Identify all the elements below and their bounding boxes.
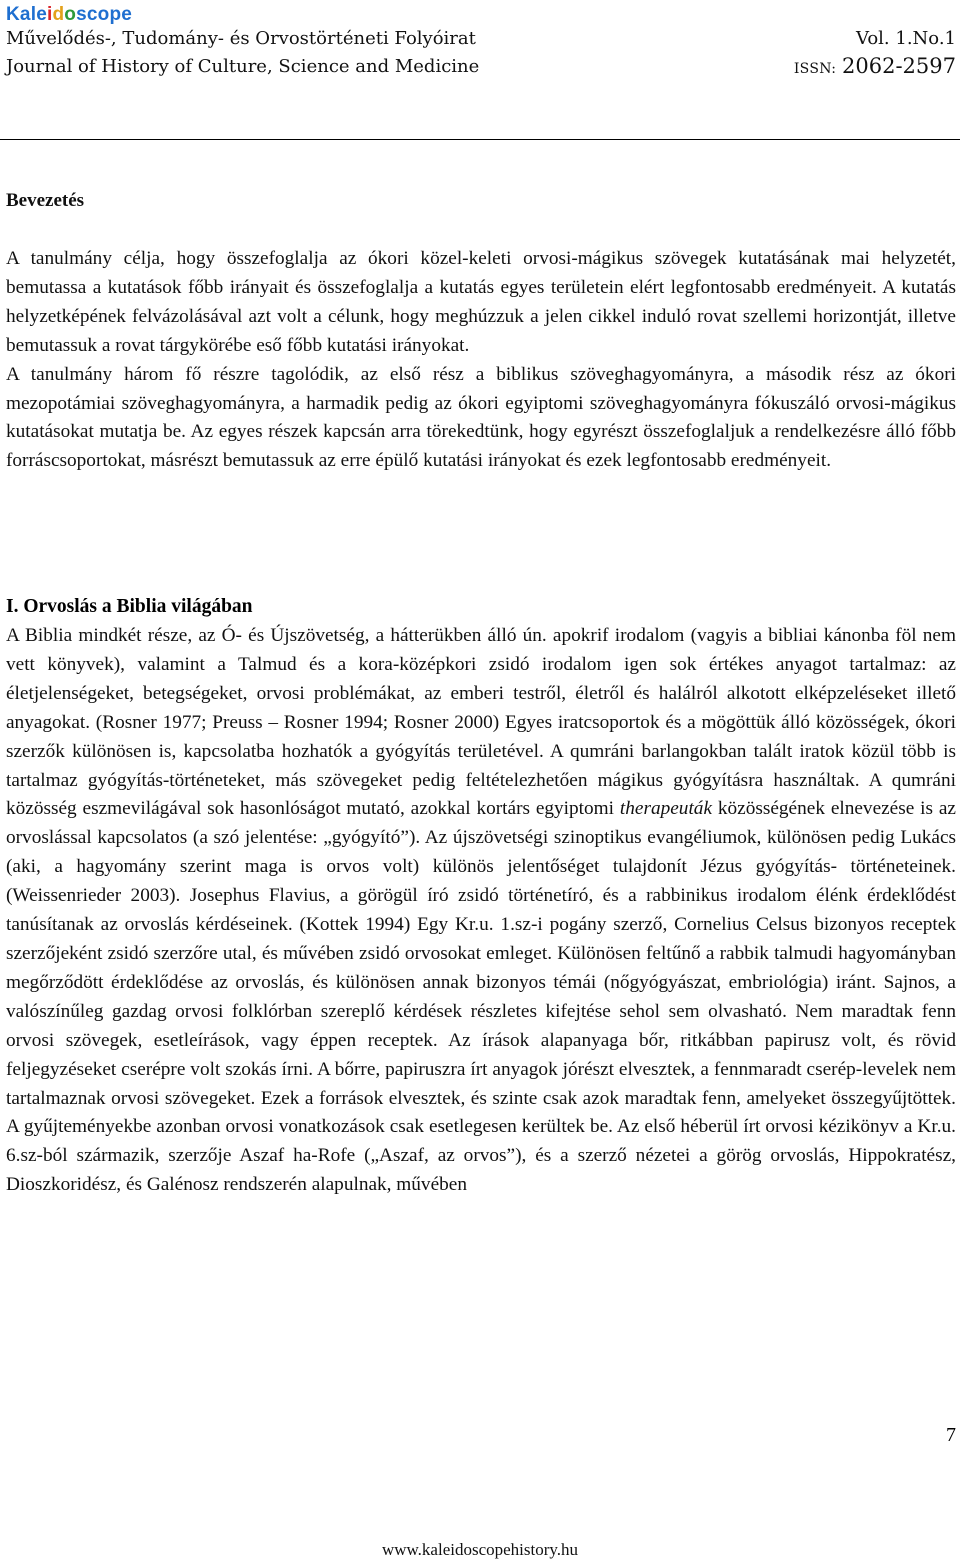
intro-paragraph-1: A tanulmány célja, hogy összefoglalja az ókori közel-keleti orvosi-mágikus szövegek kutatásának mai helyzetét, bemutassa a kutatások főbb irányait és összefoglalja a kutatás egyes területein elért legfontosabb eredményeit. A kutatás helyzetképének felvázolásával azt volt a célunk, hogy meghúzzuk a jelen cikkel induló rovat szellemi horizontját, illetve bemutassuk a rovat tárgykörébe eső főbb kutatási irányokat. xyxy=(6,248,956,356)
footer-url[interactable]: www.kaleidoscopehistory.hu xyxy=(381,1540,579,1559)
logo-letter: K xyxy=(6,4,20,25)
logo-letter: p xyxy=(109,4,122,25)
issn-value: 2062-2597 xyxy=(842,54,956,78)
logo-letter: a xyxy=(19,4,31,25)
logo-letter: o xyxy=(64,4,77,25)
header-divider xyxy=(0,139,960,140)
section-heading: I. Orvoslás a Biblia világában xyxy=(6,596,253,617)
section-paragraph xyxy=(6,622,956,1200)
logo-letter: o xyxy=(97,4,110,25)
logo-letter: l xyxy=(30,4,37,25)
issn xyxy=(794,54,956,78)
intro-body xyxy=(6,245,956,476)
logo-letter: c xyxy=(86,4,98,25)
logo-letter: i xyxy=(46,4,53,25)
logo-letter: s xyxy=(76,4,87,25)
section-body xyxy=(6,622,956,1200)
page-number: 7 xyxy=(946,1424,956,1446)
section-text-part-2: közösségének elnevezése is az orvoslással kapcsolatos (a szó jelentése: „gyógyító”). Az újszövetségi szinoptikus evangéliumok, különösen pedig Lukács (aki, a hagyomány szerint maga is orvos volt) különös jelentőséget tulajdonít Jézus gyógyítás- történeteinek. (Weissenrieder 2003). Josephus Flavius, a görögül író zsidó történetíró, és a rabbinikus irodalom élénk érdeklődést tanúsítanak az orvoslás kérdéseinek. (Kottek 1994) Egy Kr.u. 1.sz-i pogány szerző, Cornelius Celsus bizonyos receptek szerzőjeként zsidó szerzőre utal, és művében zsidó orvosokat emleget. Különösen feltűnő a rabbik talmudi hagyományban megőrződött érdeklődése az orvoslás, és különösen annak bizonyos témái (nőgyógyászat, embriológia) iránt. Sajnos, a valószínűleg gazdag orvosi folklórban szereplő kérdések részletes kifejtése sehol sem olvasható. Nem maradtak fenn orvosi szövegek, esetleírások, vagy éppen receptek. Az írások alapanyaga bőr, ritkábban papirusz volt, és rövid feljegyzéseket cserépre volt szokás írni. A bőrre, papiruszra írt anyagok jórészt elvesztek, a fennmaradt cserép-levelek nem tartalmaznak orvosi szövegeket. Ezek a források elvesztek, és szinte csak azok maradtak fenn, amelyeket összegyűjtöttek. A gyűjteményekbe azonban orvosi vonatkozások csak esetlegesen kerültek be. Az első héberül írt orvosi kézikönyv a Kr.u. 6.sz-ból származik, szerzője Aszaf ha-Rofe („Aszaf, az orvos”), és a szerző nézetei a görög orvoslás, Hippokratész, Dioszkoridész, és Galénosz rendszerén alapulnak, művében xyxy=(6,798,956,1196)
logo-letter: e xyxy=(121,4,133,25)
logo-letter: d xyxy=(52,4,65,25)
journal-title-hungarian: Művelődés-, Tudomány- és Orvostörténeti Folyóirat xyxy=(6,28,476,49)
logo-letter: e xyxy=(36,4,47,25)
section-text-part-1: A Biblia mindkét része, az Ó- és Újszövetség, a hátterükben álló ún. apokrif irodalom (vagyis a bibliai kánonba föl nem vett könyvek), valamint a Talmud és a kora-középkori zsidó irodalom igen sok értékes anyagot tartalmaz: az életjelenségeket, betegségeket, orvosi problémákat, az emberi testről, életről és halálról alkotott elképzeléseket illető anyagokat. (Rosner 1977; Preuss – Rosner 1994; Rosner 2000) Egyes iratcsoportok és a mögöttük álló közösségek, ókori szerzők különösen is, kapcsolatba hozhatók a gyógyítás területével. A qumráni barlangokban talált iratok közül több is tartalmaz gyógyítás-történeteket, más szövegeket pedig feltételezhetően mágikus gyógyításra használtak. A qumráni közösség eszmevilágával sok hasonlóságot mutató, azokkal kortárs egyiptomi xyxy=(6,625,956,820)
journal-logo xyxy=(6,4,132,26)
journal-header xyxy=(0,0,960,140)
intro-heading: Bevezetés xyxy=(6,190,85,211)
volume-number: Vol. 1.No.1 xyxy=(855,28,956,49)
journal-title-english: Journal of History of Culture, Science and Medicine xyxy=(6,56,480,77)
section-italic-term: therapeuták xyxy=(619,798,713,820)
issn-label: ISSN: xyxy=(793,61,837,77)
intro-paragraph-2: A tanulmány három fő részre tagolódik, az első rész a biblikus szöveghagyományra, a második rész az ókori mezopotámiai szöveghagyományra, a harmadik pedig az ókori egyiptomi szöveghagyományra fókuszáló orvosi-mágikus kutatásokat mutatja be. Az egyes részek kapcsán arra törekedtünk, hogy egyrészt összefoglaljuk a rendelkezésre álló főbb forráscsoportokat, másrészt bemutassuk az erre épülő kutatási irányokat és ezek legfontosabb eredményeit. xyxy=(6,363,956,472)
